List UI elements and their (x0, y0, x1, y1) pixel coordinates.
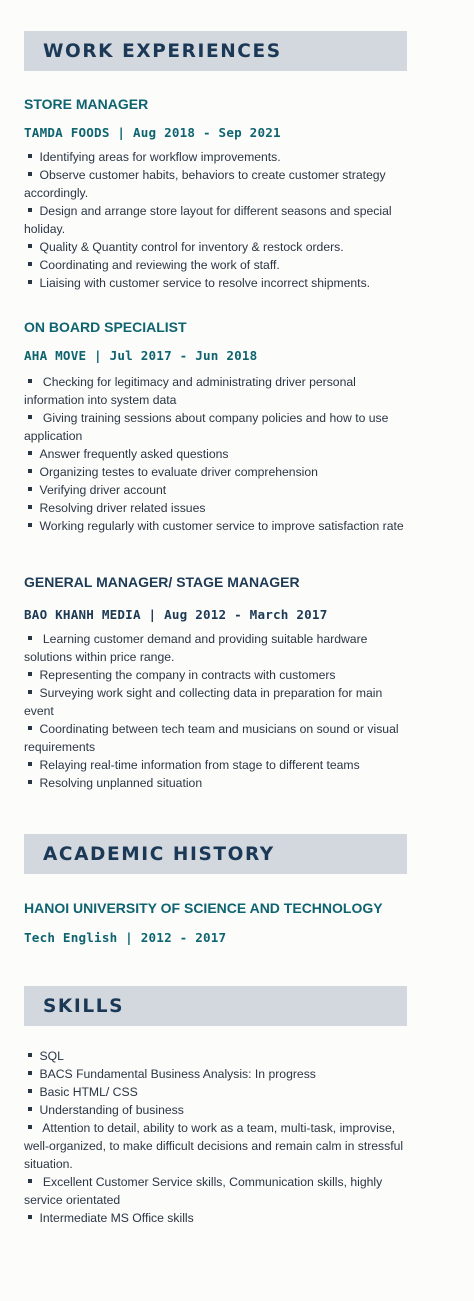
bullet-square-icon (28, 726, 32, 730)
list-item: Representing the company in contracts with customers (24, 666, 414, 684)
section-title: SKILLS (43, 995, 125, 1017)
skills-list (24, 1047, 414, 1227)
list-item: Checking for legitimacy and administrating driver personal information into system data (24, 375, 356, 407)
list-item: Resolving unplanned situation (24, 774, 414, 792)
bullet-square-icon (28, 451, 32, 455)
bullet-square-icon (28, 172, 32, 176)
skills-header (24, 986, 407, 1026)
list-item: Coordinating between tech team and musicians on sound or visual requirements (24, 722, 399, 754)
bullet-square-icon (28, 636, 32, 640)
job-bullets (24, 373, 414, 535)
academic-history-header (24, 834, 407, 874)
bullet-square-icon (28, 690, 32, 694)
list-item: Giving training sessions about company policies and how to use application (24, 411, 389, 443)
job-bullets (24, 630, 414, 792)
section-title: ACADEMIC HISTORY (43, 843, 275, 865)
job-company-dates: TAMDA FOODS | Aug 2018 - Sep 2021 (24, 125, 281, 140)
bullet-square-icon (28, 469, 32, 473)
list-item: Excellent Customer Service skills, Communication skills, highly service orientated (24, 1175, 383, 1207)
bullet-square-icon (28, 154, 32, 158)
bullet-square-icon (28, 1053, 32, 1057)
degree-dates: Tech English | 2012 - 2017 (24, 930, 227, 945)
list-item: Design and arrange store layout for different seasons and special holiday. (24, 204, 392, 236)
bullet-square-icon (28, 1071, 32, 1075)
bullet-square-icon (28, 1107, 32, 1111)
skills-list-block (24, 1047, 414, 1227)
school-name: HANOI UNIVERSITY OF SCIENCE AND TECHNOLOGY (24, 900, 383, 916)
list-item: Answer frequently asked questions (24, 445, 414, 463)
list-item: Surveying work sight and collecting data in preparation for main event (24, 686, 383, 718)
list-item: Attention to detail, ability to work as a team, multi-task, improvise, well-organized, to make difficult decisions and remain calm in stressful situation. (24, 1121, 404, 1171)
job-company-dates: BAO KHANH MEDIA | Aug 2012 - March 2017 (24, 607, 328, 622)
list-item: Quality & Quantity control for inventory & restock orders. (24, 238, 414, 256)
bullet-square-icon (28, 415, 32, 419)
bullet-square-icon (28, 208, 32, 212)
bullet-square-icon (28, 672, 32, 676)
section-title: WORK EXPERIENCES (43, 40, 282, 62)
bullet-square-icon (28, 505, 32, 509)
job-bullets (24, 148, 414, 292)
list-item: Liaising with customer service to resolve incorrect shipments. (24, 274, 414, 292)
bullet-square-icon (28, 1089, 32, 1093)
list-item: Relaying real-time information from stage to different teams (24, 756, 414, 774)
work-experiences-header (24, 31, 407, 71)
bullet-square-icon (28, 523, 32, 527)
bullet-square-icon (28, 487, 32, 491)
list-item: Organizing testes to evaluate driver comprehension (24, 463, 414, 481)
job-title: STORE MANAGER (24, 96, 149, 112)
job-general-manager (24, 572, 414, 792)
bullet-square-icon (28, 379, 32, 383)
job-store-manager (24, 94, 414, 292)
job-on-board-specialist (24, 317, 414, 535)
education-entry (24, 898, 414, 948)
list-item: Identifying areas for workflow improvements. (24, 148, 414, 166)
job-company-dates: AHA MOVE | Jul 2017 - Jun 2018 (24, 348, 258, 363)
list-item: Working regularly with customer service to improve satisfaction rate (24, 517, 414, 535)
job-title: ON BOARD SPECIALIST (24, 319, 187, 335)
bullet-square-icon (28, 762, 32, 766)
list-item: BACS Fundamental Business Analysis: In progress (24, 1065, 414, 1083)
list-item: Coordinating and reviewing the work of staff. (24, 256, 414, 274)
list-item: Resolving driver related issues (24, 499, 414, 517)
list-item: Observe customer habits, behaviors to create customer strategy accordingly. (24, 168, 386, 200)
bullet-square-icon (28, 1125, 32, 1129)
list-item: Learning customer demand and providing suitable hardware solutions within price range. (24, 632, 368, 664)
bullet-square-icon (28, 780, 32, 784)
bullet-square-icon (28, 1215, 32, 1219)
bullet-square-icon (28, 262, 32, 266)
list-item: SQL (24, 1047, 414, 1065)
list-item: Intermediate MS Office skills (24, 1209, 414, 1227)
bullet-square-icon (28, 244, 32, 248)
job-title: GENERAL MANAGER/ STAGE MANAGER (24, 574, 300, 590)
list-item: Understanding of business (24, 1101, 414, 1119)
bullet-square-icon (28, 280, 32, 284)
list-item: Verifying driver account (24, 481, 414, 499)
bullet-square-icon (28, 1179, 32, 1183)
list-item: Basic HTML/ CSS (24, 1083, 414, 1101)
